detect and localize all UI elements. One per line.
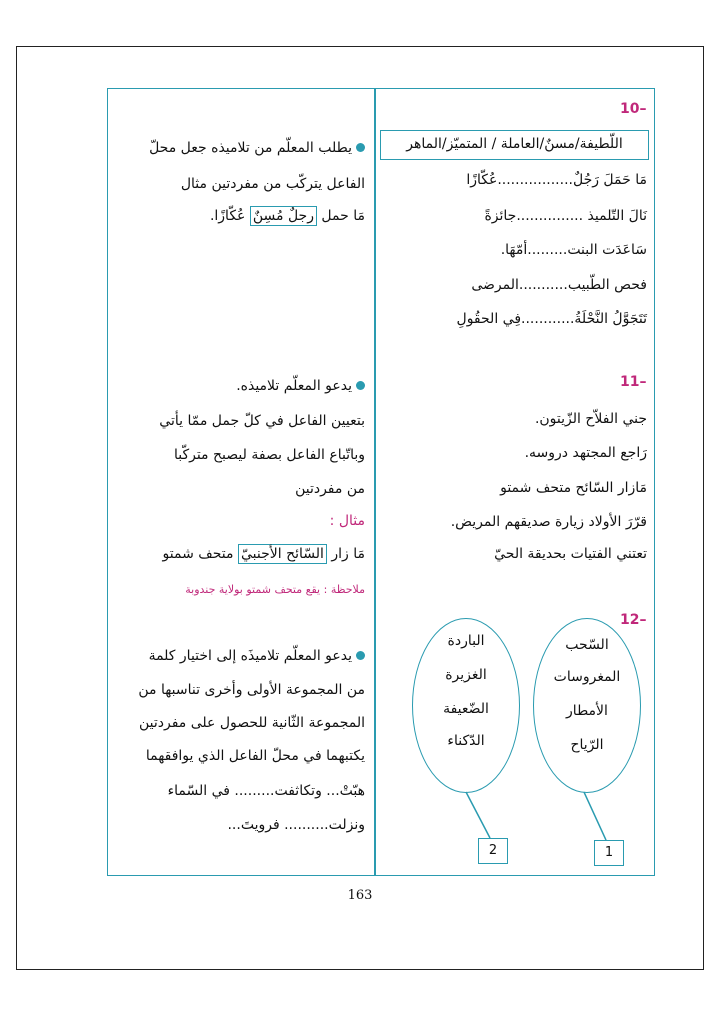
word-bank-box: اللّطيفة/مسنٌ/العاملة / المتميّز/الماهر bbox=[380, 130, 649, 160]
group-2-word-4: الدّكناء bbox=[447, 733, 485, 749]
note11-line-1: يدعو المعلّم تلاميذه. bbox=[236, 378, 352, 394]
exercise-11-number: 11– bbox=[620, 374, 647, 390]
note12-line-3: المجموعة الثّانية للحصول على مفردتين bbox=[138, 715, 365, 731]
ex11-sentence-1: جني الفلاّح الزّيتون. bbox=[534, 411, 647, 427]
note10-line-1: يطلب المعلّم من تلاميذه جعل محلّ bbox=[149, 140, 352, 156]
bullet-icon bbox=[356, 143, 365, 152]
connector-line-2 bbox=[466, 792, 490, 838]
ex10-sentence-3: سَاعَدَت البنت.........أمّهَا. bbox=[500, 242, 647, 258]
ex11-sentence-3: مَازار السّائح متحف شمتو bbox=[500, 480, 647, 496]
ex11-sentence-5: تعتني الفتيات بحديقة الحيّ bbox=[494, 546, 647, 562]
group-2-word-3: الضّعيفة bbox=[443, 701, 489, 717]
group-2-label-box: 2 bbox=[478, 838, 508, 864]
note11-example bbox=[163, 544, 365, 564]
note10-example bbox=[210, 206, 365, 226]
connector-line-1 bbox=[584, 792, 606, 840]
note11-example-prefix: مَا زار bbox=[326, 546, 365, 562]
note12-line-4: يكتبهما في محلّ الفاعل الذي يوافقهما bbox=[145, 748, 365, 764]
note12-line-5: هبّتْ... وتكاثفت......... في السّماء bbox=[167, 783, 365, 799]
note11-remark: ملاحظة : يقع متحف شمتو بولاية جندوبة bbox=[185, 583, 365, 596]
ex10-sentence-2: نَالَ التّلميذ ...............جائزةً bbox=[484, 208, 647, 224]
note12-line-2: من المجموعة الأولى وأخرى تناسبها من bbox=[138, 682, 365, 698]
ex11-sentence-2: رَاجع المجتهد دروسه. bbox=[524, 445, 647, 461]
note12-line-1: يدعو المعلّم تلاميذَه إلى اختيار كلمة bbox=[148, 648, 352, 664]
note10-example-suffix: عُكّازًا. bbox=[209, 208, 250, 224]
note11-example-suffix: متحف شمتو bbox=[162, 546, 238, 562]
note12-line-6: ونزلت.......... فرويتَ... bbox=[227, 817, 365, 833]
group-1-word-4: الرّياح bbox=[570, 737, 604, 753]
note11-example-subject: السّائح الأجنبيّ bbox=[238, 544, 327, 564]
note11-line-3: وباتّباع الفاعل بصفة ليصبح متركّبا bbox=[173, 447, 365, 463]
note11-example-label: مثال : bbox=[329, 513, 365, 529]
ex10-sentence-1: مَا حَمَلَ رَجُلٌ.................عُكّازًا bbox=[466, 172, 647, 188]
group-2-word-1: الباردة bbox=[447, 633, 485, 649]
page-number: 163 bbox=[347, 888, 373, 903]
note10-example-subject: رجلٌ مُسِنٌ bbox=[250, 206, 317, 226]
bullet-icon bbox=[356, 651, 365, 660]
note10-line-2: الفاعل يتركّب من مفردتين مثال bbox=[180, 176, 365, 192]
bullet-icon bbox=[356, 381, 365, 390]
group-1-label-box: 1 bbox=[594, 840, 624, 866]
ex10-sentence-5: تَتَجَوَّلُ النَّحْلَةُ............فِي الحقُولِ bbox=[456, 311, 647, 327]
ex10-sentence-4: فحص الطّبيب...........المرضى bbox=[471, 277, 647, 293]
note10-example-prefix: مَا حمل bbox=[316, 208, 365, 224]
group-1-word-2: المغروسات bbox=[553, 669, 621, 685]
ex11-sentence-4: قرّرَ الأولاد زيارة صديقهم المريض. bbox=[450, 514, 647, 530]
exercise-10-number: 10– bbox=[620, 101, 647, 117]
note11-line-4: من مفردتين bbox=[295, 481, 365, 497]
group-1-word-1: السّحب bbox=[565, 637, 609, 653]
exercise-12-number: 12– bbox=[620, 612, 647, 628]
note11-line-2: بتعيين الفاعل في كلّ جمل ممّا يأتي bbox=[159, 413, 365, 429]
group-2-word-2: الغزيرة bbox=[445, 667, 487, 683]
group-1-word-3: الأمطار bbox=[566, 703, 608, 719]
